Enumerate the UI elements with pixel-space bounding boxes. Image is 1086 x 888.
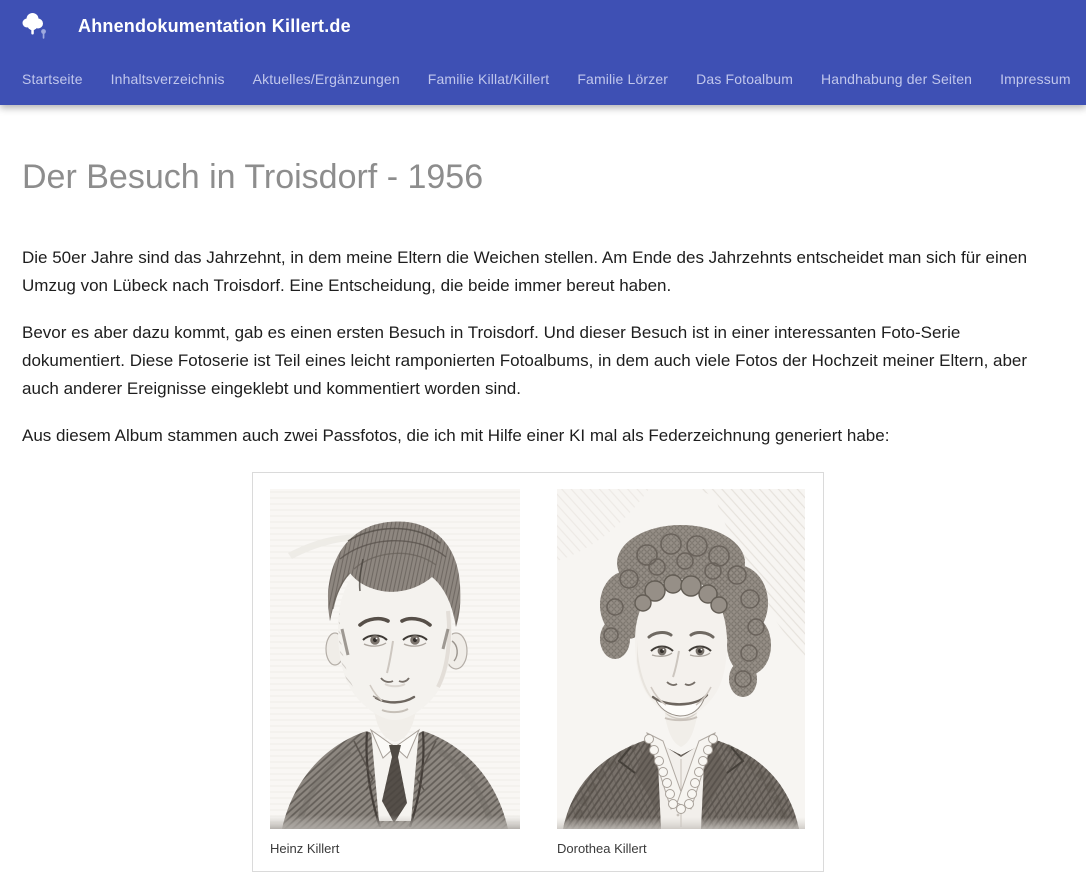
portrait-heinz: [270, 489, 520, 857]
portrait-card: [252, 472, 824, 872]
portrait-dorothea: [557, 489, 805, 857]
nav-item-das-fotoalbum[interactable]: Das Fotoalbum: [696, 71, 794, 87]
paragraph-2: Bevor es aber dazu kommt, gab es einen ersten Besuch in Troisdorf. Und dieser Besuch ist in einer interessanten Foto-Serie dokumentiert. Diese Fotoserie ist Teil eines leicht ramponierten Fotoalbums, in dem auch viele Fotos der Hochzeit meiner Eltern, aber auch anderer Ereignisse eingeklebt und kommentiert worden sind.: [22, 322, 1028, 398]
tree-icon: [22, 11, 49, 41]
paragraph-3: Aus diesem Album stammen auch zwei Passfotos, die ich mit Hilfe einer KI mal als Federzeichnung generiert habe:: [22, 425, 890, 445]
nav-item-impressum[interactable]: Impressum: [1000, 71, 1071, 87]
article-text: [22, 244, 1066, 450]
nav-item-aktuelles[interactable]: Aktuelles/Ergänzungen: [252, 71, 400, 87]
dorothea-portrait-image: [557, 489, 805, 829]
heinz-portrait-image: [270, 489, 520, 829]
nav-item-familie-loerzer[interactable]: Familie Lörzer: [577, 71, 669, 87]
main-nav: [22, 71, 1086, 87]
caption-heinz: Heinz Killert: [270, 840, 340, 856]
nav-item-familie-killat-killert[interactable]: Familie Killat/Killert: [427, 71, 550, 87]
nav-item-inhaltsverzeichnis[interactable]: Inhaltsverzeichnis: [110, 71, 225, 87]
paragraph-1: Die 50er Jahre sind das Jahrzehnt, in dem meine Eltern die Weichen stellen. Am Ende des Jahrzehnts entscheidet man sich für einen Umzug von Lübeck nach Troisdorf. Eine Entscheidung, die beide immer bereut haben.: [22, 247, 1028, 295]
caption-dorothea: Dorothea Killert: [557, 840, 647, 856]
site-brand[interactable]: [22, 11, 351, 41]
site-header: [0, 0, 1086, 105]
nav-item-handhabung[interactable]: Handhabung der Seiten: [821, 71, 973, 87]
page-title: Der Besuch in Troisdorf - 1956: [22, 158, 484, 196]
site-title: Ahnendokumentation Killert.de: [78, 15, 351, 36]
page-content: [0, 157, 1086, 872]
portrait-pair: [270, 489, 806, 857]
nav-item-startseite[interactable]: Startseite: [22, 71, 83, 87]
